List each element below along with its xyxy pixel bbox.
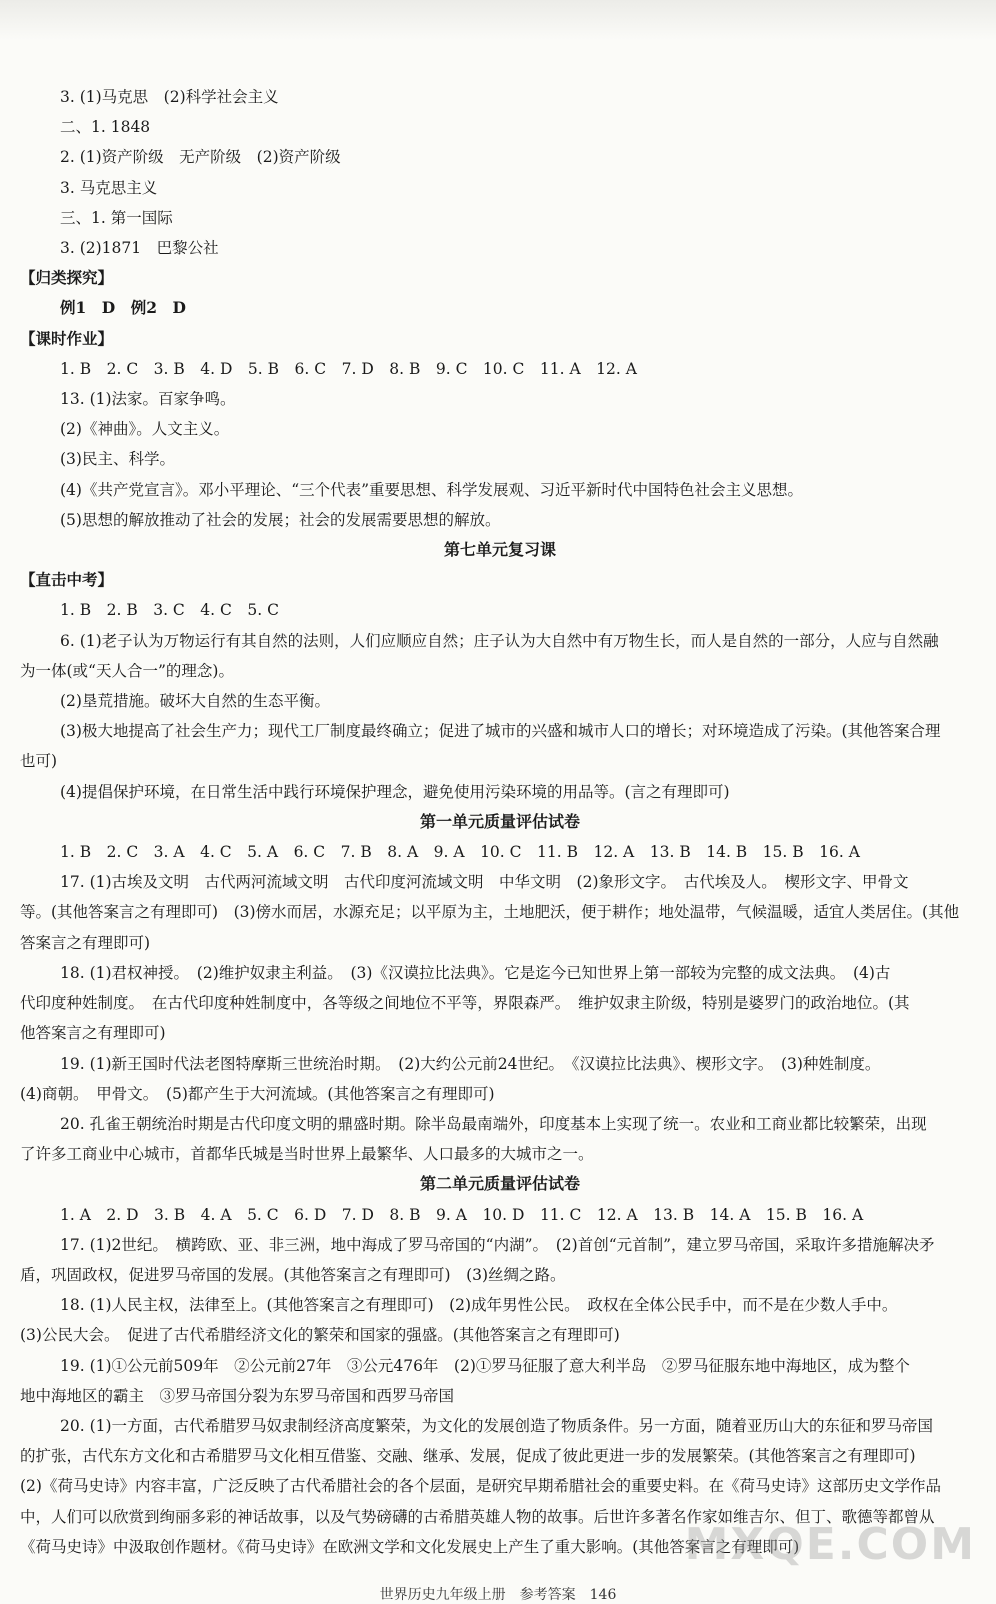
answer-line: (3)民主、科学。 <box>60 450 175 469</box>
answer-line: (4)商朝。 甲骨文。 (5)都产生于大河流域。(其他答案言之有理即可) <box>20 1084 495 1103</box>
page-footer: 世界历史九年级上册 参考答案 146 <box>379 1587 617 1603</box>
answer-line: 20. 孔雀王朝统治时期是古代印度文明的鼎盛时期。除半岛最南端外，印度基本上实现了统一。农业和工商业都比较繁荣，出现 <box>60 1114 927 1133</box>
section-title: 第一单元质量评估试卷 <box>419 811 580 831</box>
answer-line: 代印度种姓制度。 在古代印度种姓制度中，各等级之间地位不平等，界限森严。 维护奴隶主阶级，特别是婆罗门的政治地位。(其 <box>20 994 910 1013</box>
answer-line: 地中海地区的霸主 ③罗马帝国分裂为东罗马帝国和西罗马帝国 <box>20 1386 455 1405</box>
answer-line: 17. (1)古埃及文明 古代两河流域文明 古代印度河流域文明 中华文明 (2)象形文字。 古代埃及人。 楔形文字、甲骨文 <box>60 873 909 892</box>
answer-line: 1. B 2. C 3. B 4. D 5. B 6. C 7. D 8. B 9. C 10. C 11. A 12. A <box>60 359 637 378</box>
answer-line: (3)公民大会。 促进了古代希腊经济文化的繁荣和国家的强盛。(其他答案言之有理即可) <box>20 1326 620 1345</box>
answer-line: 18. (1)人民主权，法律至上。(其他答案言之有理即可) (2)成年男性公民。 政权在全体公民手中，而不是在少数人手中。 <box>60 1296 898 1315</box>
section-label: 【归类探究】 <box>20 268 114 288</box>
answer-line: 20. (1)一方面，古代希腊罗马奴隶制经济高度繁荣，为文化的发展创造了物质条件。另一方面，随着亚历山大的东征和罗马帝国 <box>60 1416 934 1435</box>
section-title: 第二单元质量评估试卷 <box>419 1174 580 1194</box>
answer-line: (4)《共产党宣言》。邓小平理论、“三个代表”重要思想、科学发展观、习近平新时代中国特色社会主义思想。 <box>60 480 804 499</box>
section-title: 第七单元复习课 <box>443 540 556 560</box>
answer-line: 3. (2)1871 巴黎公社 <box>60 239 219 258</box>
answer-line: 为一体(或“天人合一”的理念)。 <box>20 661 234 680</box>
section-label: 【课时作业】 <box>20 328 114 348</box>
answer-line: (2)《神曲》。人文主义。 <box>60 420 230 439</box>
answer-line: (5)思想的解放推动了社会的发展；社会的发展需要思想的解放。 <box>60 510 501 529</box>
answer-line: 1. B 2. C 3. A 4. C 5. A 6. C 7. B 8. A 9. A 10. C 11. B 12. A 13. B 14. B 15. B 16. A <box>60 843 860 862</box>
answer-line: 答案言之有理即可) <box>20 933 151 952</box>
answer-line: 也可) <box>20 752 58 771</box>
answer-line: 三、1. 第一国际 <box>60 208 173 227</box>
answer-line: 3. (1)马克思 (2)科学社会主义 <box>60 88 279 106</box>
answer-line: 2. (1)资产阶级 无产阶级 (2)资产阶级 <box>60 148 341 167</box>
answer-line: 19. (1)新王国时代法老图特摩斯三世统治时期。 (2)大约公元前24世纪。 《汉谟拉比法典》、楔形文字。 (3)种姓制度。 <box>60 1054 881 1073</box>
answer-line: 例1 D 例2 D <box>60 298 186 318</box>
answer-line: 3. 马克思主义 <box>60 178 158 197</box>
answer-line: 1. A 2. D 3. B 4. A 5. C 6. D 7. D 8. B 9. A 10. D 11. C 12. A 13. B 14. A 15. B 16. A <box>60 1205 864 1224</box>
answer-line: 盾，巩固政权，促进罗马帝国的发展。(其他答案言之有理即可) (3)丝绸之路。 <box>20 1265 566 1284</box>
section-label: 【直击中考】 <box>20 570 114 590</box>
answer-document <box>20 82 980 1562</box>
answer-line: 了许多工商业中心城市，首都华氏城是当时世界上最繁华、人口最多的大城市之一。 <box>20 1145 594 1164</box>
answer-line: 17. (1)2世纪。 横跨欧、亚、非三洲，地中海成了罗马帝国的“内湖”。 (2)首创“元首制”，建立罗马帝国，采取许多措施解决矛 <box>60 1235 935 1254</box>
answer-line: 的扩张，古代东方文化和古希腊罗马文化相互借鉴、交融、继承、发展，促成了彼此更进一步的发展繁荣。(其他答案言之有理即可) <box>20 1447 916 1466</box>
site-watermark: MXQE.COM <box>684 1519 976 1570</box>
answer-line: 6. (1)老子认为万物运行有其自然的法则，人们应顺应自然；庄子认为大自然中有万物生长，而人是自然的一部分，人应与自然融 <box>60 631 939 650</box>
answer-line: (2)《荷马史诗》内容丰富，广泛反映了古代希腊社会的各个层面，是研究早期希腊社会的重要史料。在《荷马史诗》这部历史文学作品 <box>20 1477 941 1496</box>
answer-line: 中，人们可以欣赏到绚丽多彩的神话故事，以及气势磅礴的古希腊英雄人物的故事。后世许多著名作家如维吉尔、但丁、歌德等都曾从 <box>20 1507 935 1526</box>
answer-line: 19. (1)①公元前509年 ②公元前27年 ③公元476年 (2)①罗马征服了意大利半岛 ②罗马征服东地中海地区，成为整个 <box>60 1356 910 1375</box>
answer-line: 等。(其他答案言之有理即可) (3)傍水而居，水源充足；以平原为主，土地肥沃，便于耕作；地处温带，气候温暖，适宜人类居住。(其他 <box>20 903 960 922</box>
answer-line: 13. (1)法家。百家争鸣。 <box>60 390 236 409</box>
answer-line: (3)极大地提高了社会生产力；现代工厂制度最终确立；促进了城市的兴盛和城市人口的增长；对环境造成了污染。(其他答案合理 <box>60 722 941 741</box>
answer-line: 《荷马史诗》中汲取创作题材。《荷马史诗》在欧洲文学和文化发展史上产生了重大影响。(其他答案言之有理即可) <box>20 1537 800 1556</box>
answer-line: 1. B 2. B 3. C 4. C 5. C <box>60 601 279 620</box>
answer-line: (2)垦荒措施。破坏大自然的生态平衡。 <box>60 692 330 711</box>
answer-line: 他答案言之有理即可) <box>20 1024 166 1043</box>
answer-line: 18. (1)君权神授。 (2)维护奴隶主利益。 (3)《汉谟拉比法典》。它是迄今已知世界上第一部较为完整的成文法典。 (4)古 <box>60 963 891 982</box>
answer-line: (4)提倡保护环境，在日常生活中践行环境保护理念，避免使用污染环境的用品等。(言之有理即可) <box>60 782 730 801</box>
answer-line: 二、1. 1848 <box>60 118 151 137</box>
page-top-band <box>0 0 996 40</box>
